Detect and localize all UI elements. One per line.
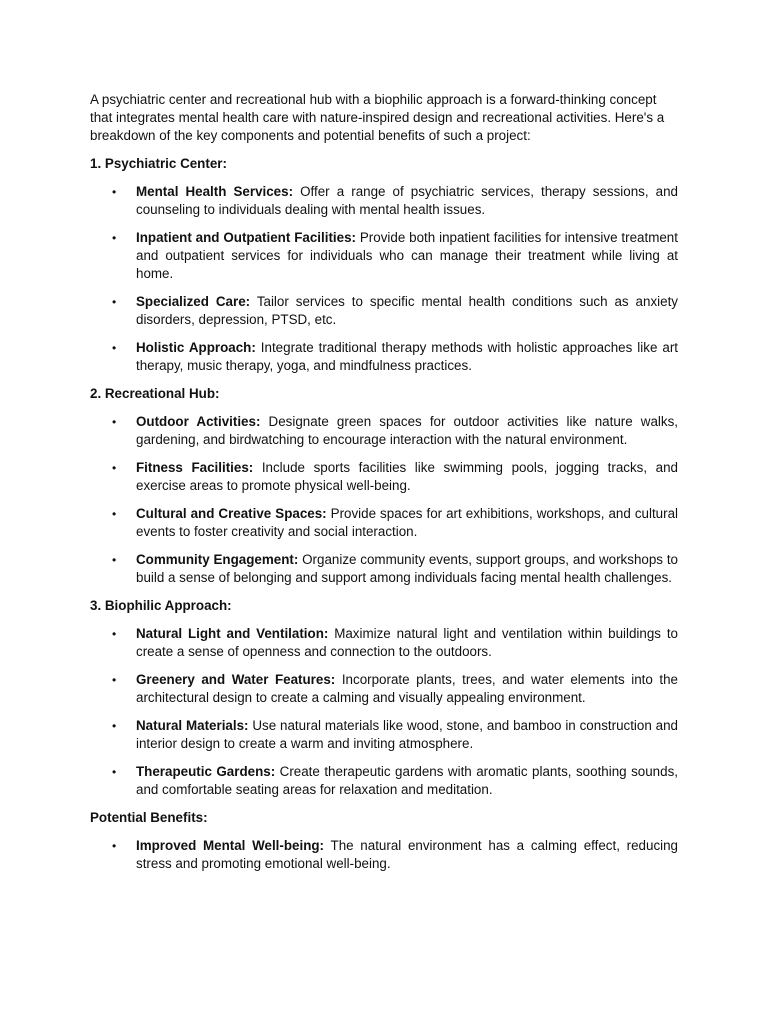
bullet-icon: •: [112, 839, 117, 853]
item-term: Inpatient and Outpatient Facilities:: [136, 230, 356, 245]
item-text: Use natural materials like wood, stone, and bamboo in construction and interior design to create a warm and inviting atmosphere.: [136, 718, 678, 751]
bullet-icon: •: [112, 627, 117, 641]
item-term: Natural Light and Ventilation:: [136, 626, 329, 641]
item-term: Outdoor Activities:: [136, 414, 261, 429]
item-term: Holistic Approach:: [136, 340, 256, 355]
bullet-list-potential-benefits: [90, 837, 678, 873]
item-term: Mental Health Services:: [136, 184, 294, 199]
list-item: [90, 293, 678, 329]
item-term: Therapeutic Gardens:: [136, 764, 276, 779]
item-text: Organize community events, support groups, and workshops to build a sense of belonging and support among individuals facing mental health challenges.: [136, 552, 678, 585]
item-text: Integrate traditional therapy methods with holistic approaches like art therapy, music therapy, yoga, and mindfulness practices.: [136, 340, 678, 373]
bullet-icon: •: [112, 185, 117, 199]
list-item: [90, 551, 678, 587]
item-text: Incorporate plants, trees, and water elements into the architectural design to create a calming and visually appealing environment.: [136, 672, 678, 705]
item-term: Community Engagement:: [136, 552, 299, 567]
intro-paragraph: A psychiatric center and recreational hub with a biophilic approach is a forward-thinking concept that integrates mental health care with nature-inspired design and recreational activities. Here's a breakdown of the key components and potential benefits of such a project:: [90, 92, 665, 143]
list-item: [90, 763, 678, 799]
bullet-list-biophilic-approach: [90, 625, 678, 799]
item-term: Improved Mental Well-being:: [136, 838, 325, 853]
bullet-icon: •: [112, 719, 117, 733]
item-text: Provide spaces for art exhibitions, workshops, and cultural events to foster creativity and social interaction.: [136, 506, 678, 539]
list-item: [90, 505, 678, 541]
list-item: [90, 459, 678, 495]
item-term: Natural Materials:: [136, 718, 249, 733]
item-text: Tailor services to specific mental health conditions such as anxiety disorders, depression, PTSD, etc.: [136, 294, 678, 327]
item-text: Create therapeutic gardens with aromatic plants, soothing sounds, and comfortable seating areas for relaxation and meditation.: [136, 764, 678, 797]
list-item: [90, 413, 678, 449]
item-text: Designate green spaces for outdoor activities like nature walks, gardening, and birdwatching to encourage interaction with the natural environment.: [136, 414, 678, 447]
bullet-icon: •: [112, 673, 117, 687]
item-text: Provide both inpatient facilities for intensive treatment and outpatient services for individuals who can manage their treatment while living at home.: [136, 230, 678, 281]
bullet-icon: •: [112, 295, 117, 309]
item-text: Offer a range of psychiatric services, therapy sessions, and counseling to individuals dealing with mental health issues.: [136, 184, 678, 217]
bullet-icon: •: [112, 341, 117, 355]
item-term: Greenery and Water Features:: [136, 672, 336, 687]
bullet-icon: •: [112, 765, 117, 779]
item-text: The natural environment has a calming effect, reducing stress and promoting emotional well-being.: [136, 838, 679, 871]
list-item: [90, 837, 678, 873]
section-heading-recreational-hub: 2. Recreational Hub:: [90, 386, 220, 401]
bullet-list-psychiatric-center: [90, 183, 678, 375]
bullet-list-recreational-hub: [90, 413, 678, 587]
bullet-icon: •: [112, 461, 117, 475]
list-item: [90, 717, 678, 753]
list-item: [90, 671, 678, 707]
bullet-icon: •: [112, 231, 117, 245]
item-text: Include sports facilities like swimming pools, jogging tracks, and exercise areas to promote physical well-being.: [136, 460, 678, 493]
bullet-icon: •: [112, 415, 117, 429]
list-item: [90, 183, 678, 219]
list-item: [90, 625, 678, 661]
bullet-icon: •: [112, 553, 117, 567]
section-heading-potential-benefits: Potential Benefits:: [90, 810, 208, 825]
bullet-icon: •: [112, 507, 117, 521]
section-heading-psychiatric-center: 1. Psychiatric Center:: [90, 156, 227, 171]
section-heading-biophilic-approach: 3. Biophilic Approach:: [90, 598, 232, 613]
item-term: Specialized Care:: [136, 294, 251, 309]
list-item: [90, 229, 678, 283]
item-term: Cultural and Creative Spaces:: [136, 506, 327, 521]
list-item: [90, 339, 678, 375]
document-page: [90, 91, 678, 883]
item-text: Maximize natural light and ventilation within buildings to create a sense of openness and connection to the outdoors.: [136, 626, 678, 659]
item-term: Fitness Facilities:: [136, 460, 254, 475]
